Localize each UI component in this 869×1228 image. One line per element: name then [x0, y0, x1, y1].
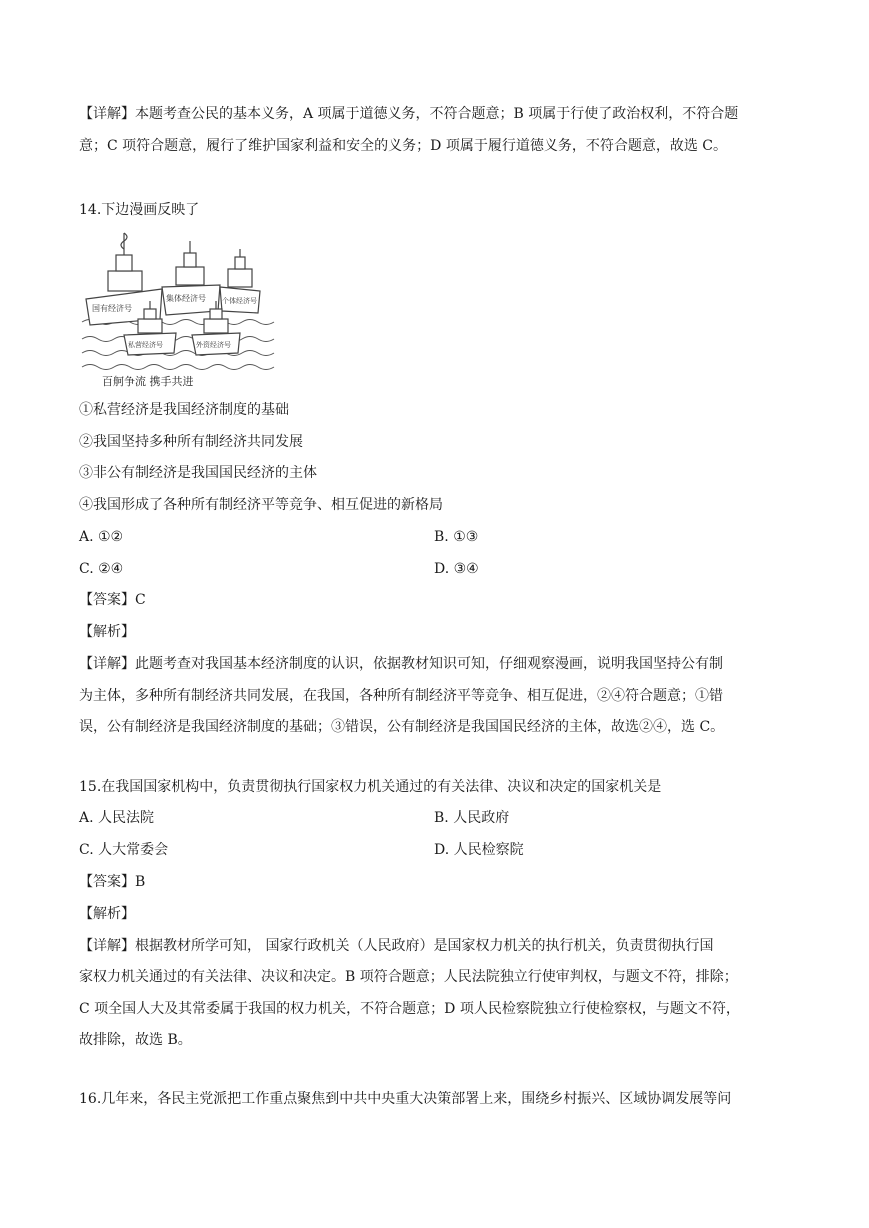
answer: 【答案】B — [79, 874, 146, 890]
statement: ③非公有制经济是我国国民经济的主体 — [79, 465, 317, 481]
prev-explanation-line: 【详解】本题考查公民的基本义务，A 项属于道德义务，不符合题意；B 项属于行使了政治权利，不符合题 — [79, 106, 739, 122]
option-c[interactable]: C. ②④ — [79, 561, 124, 577]
explanation-line: 【详解】根据教材所学可知， 国家行政机关（人民政府）是国家权力机关的执行机关，负责贯彻执行国 — [79, 938, 714, 954]
explanation-line: 误，公有制经济是我国经济制度的基础；③错误，公有制经济是我国国民经济的主体，故选②④，选 C。 — [79, 719, 725, 735]
ship-label: 国有经济号 — [92, 304, 132, 313]
option-b[interactable]: B. 人民政府 — [434, 810, 510, 826]
explanation-line: 故排除，故选 B。 — [79, 1032, 192, 1048]
explanation-line: C 项全国人大及其常委属于我国的权力机关，不符合题意；D 项人民检察院独立行使检察权，与题文不符， — [79, 1001, 740, 1017]
explanation-line: 【详解】此题考查对我国基本经济制度的认识，依据教材知识可知，仔细观察漫画，说明我国坚持公有制 — [79, 656, 723, 672]
option-a[interactable]: A. 人民法院 — [79, 810, 155, 826]
ship-icon — [162, 241, 220, 315]
ship-label: 外资经济号 — [196, 341, 231, 349]
explanation-line: 家权力机关通过的有关法律、决议和决定。B 项符合题意；人民法院独立行使审判权，与题文不符，排除； — [79, 969, 738, 985]
ship-label: 私营经济号 — [128, 341, 163, 349]
statement: ①私营经济是我国经济制度的基础 — [79, 402, 289, 418]
option-c[interactable]: C. 人大常委会 — [79, 842, 169, 858]
cartoon-image — [80, 227, 280, 392]
analysis-label: 【解析】 — [79, 906, 135, 922]
ship-label: 集体经济号 — [166, 294, 206, 303]
cartoon-caption: 百舸争流 携手共进 — [102, 375, 194, 388]
option-d[interactable]: D. 人民检察院 — [434, 842, 524, 858]
option-b[interactable]: B. ①③ — [434, 529, 479, 545]
option-a[interactable]: A. ①② — [79, 529, 124, 545]
statement: ②我国坚持多种所有制经济共同发展 — [79, 434, 303, 450]
question-stem: 14.下边漫画反映了 — [79, 202, 200, 218]
statement: ④我国形成了各种所有制经济平等竞争、相互促进的新格局 — [79, 497, 443, 513]
analysis-label: 【解析】 — [79, 624, 135, 640]
ship-label: 个体经济号 — [222, 297, 257, 305]
answer: 【答案】C — [79, 592, 146, 608]
prev-explanation-line: 意；C 项符合题意，履行了维护国家利益和安全的义务；D 项属于履行道德义务，不符合题意，故选 C。 — [79, 138, 727, 154]
question-stem: 15.在我国国家机构中，负责贯彻执行国家权力机关通过的有关法律、决议和决定的国家机关是 — [79, 779, 662, 795]
question-stem: 16.几年来，各民主党派把工作重点聚焦到中共中央重大决策部署上来，围绕乡村振兴、区域协调发展等问 — [79, 1091, 732, 1107]
option-d[interactable]: D. ③④ — [434, 561, 479, 577]
explanation-line: 为主体，多种所有制经济共同发展，在我国，各种所有制经济平等竞争、相互促进，②④符合题意；①错 — [79, 688, 723, 704]
